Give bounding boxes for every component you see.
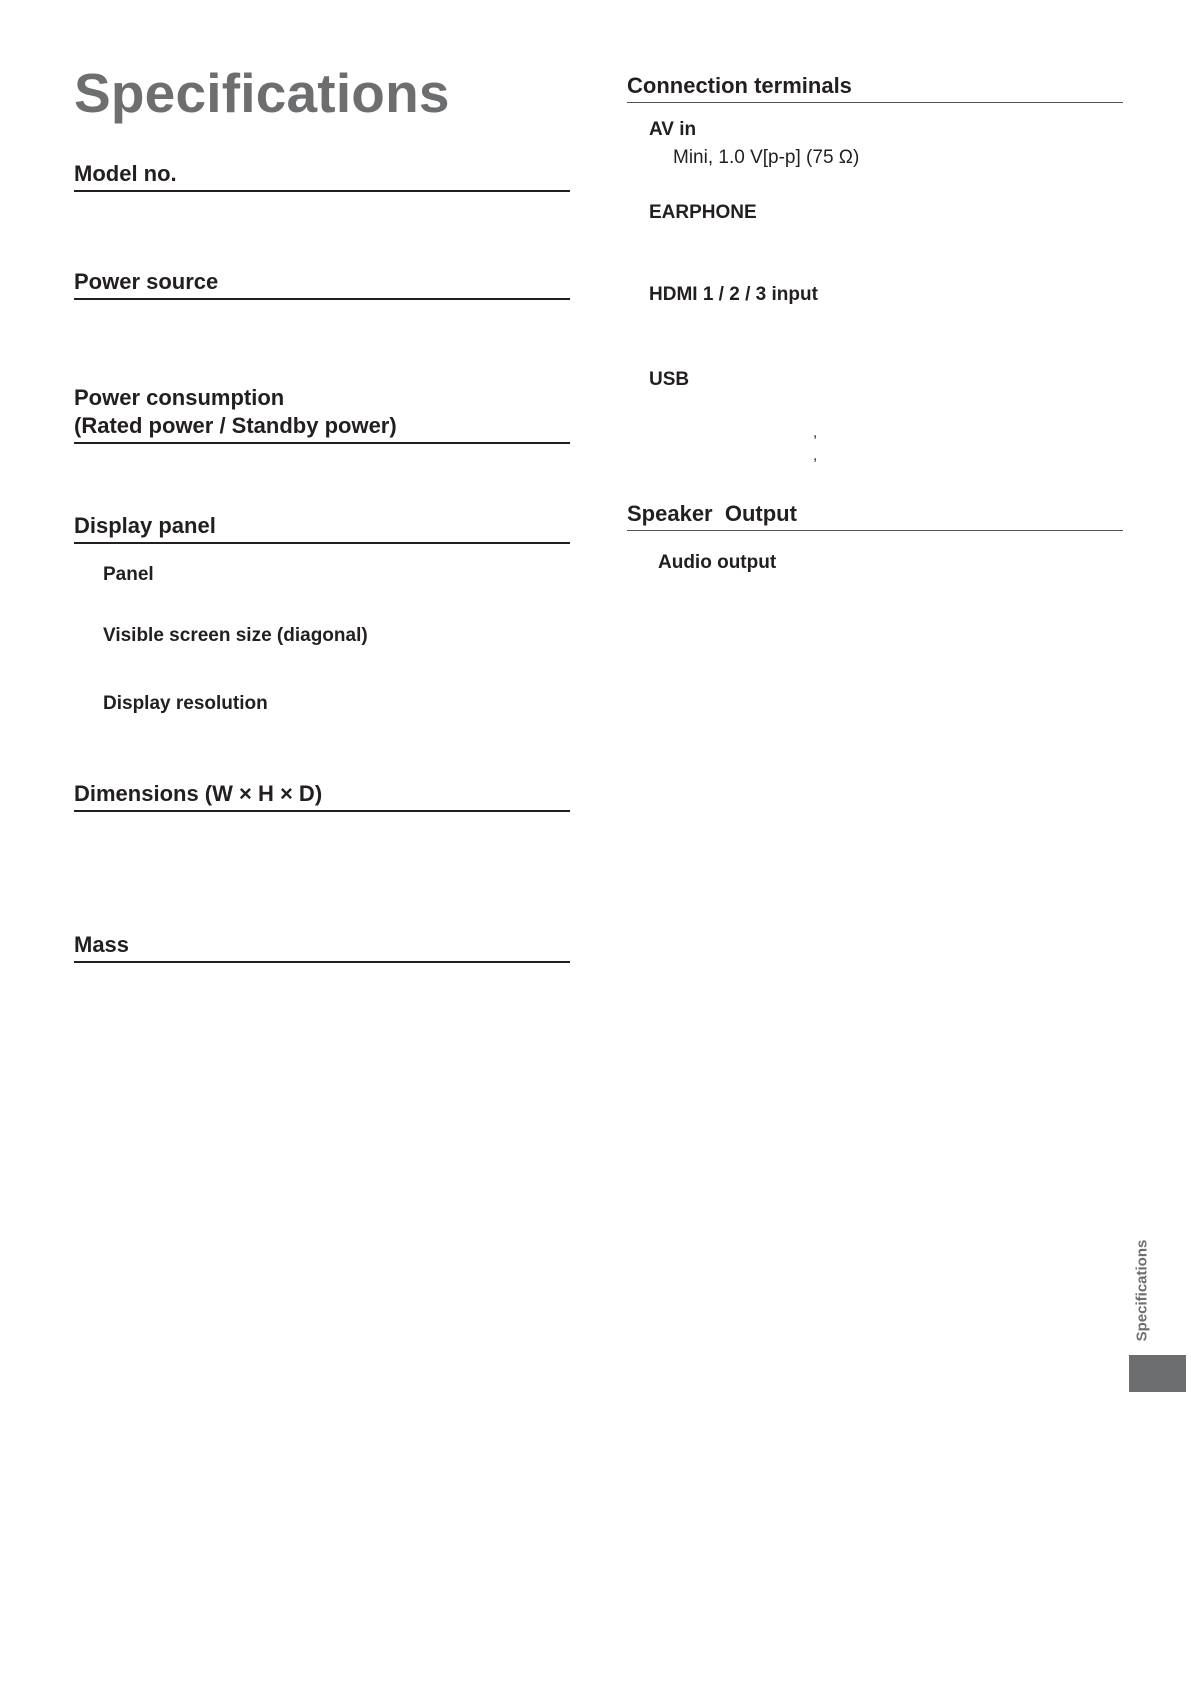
usb-comma-1: ,: [813, 424, 818, 441]
page-title: Specifications: [74, 62, 450, 124]
subheading-audio-output: Audio output: [658, 552, 777, 573]
section-heading-power-source: Power source: [74, 268, 570, 300]
side-tab-text: Specifications: [1133, 1239, 1151, 1341]
section-heading-display-panel: Display panel: [74, 512, 570, 544]
usb-comma-2: ,: [813, 447, 818, 464]
section-heading-speaker-output: Speaker Output: [627, 500, 1123, 531]
section-heading-mass: Mass: [74, 931, 570, 963]
section-heading-connection-terminals: Connection terminals: [627, 72, 1123, 103]
av-in-spec-value: Mini, 1.0 V[p-p] (75 Ω): [673, 147, 860, 168]
side-tab-marker: [1129, 1355, 1186, 1392]
section-heading-power-consumption: [74, 384, 570, 444]
subheading-usb: USB: [649, 369, 690, 390]
subheading-hdmi-input: HDMI 1 / 2 / 3 input: [649, 284, 818, 305]
section-heading-dimensions: Dimensions (W × H × D): [74, 780, 570, 812]
power-consumption-line-2: (Rated power / Standby power): [74, 413, 397, 438]
subheading-panel: Panel: [103, 564, 154, 585]
subheading-display-resolution: Display resolution: [103, 693, 268, 714]
subheading-earphone: EARPHONE: [649, 202, 757, 223]
section-heading-model-no: Model no.: [74, 160, 570, 192]
subheading-visible-screen-size: Visible screen size (diagonal): [103, 625, 368, 646]
side-tab-label: [1122, 1230, 1162, 1350]
power-consumption-line-1: Power consumption: [74, 385, 285, 410]
subheading-av-in: AV in: [649, 119, 697, 140]
